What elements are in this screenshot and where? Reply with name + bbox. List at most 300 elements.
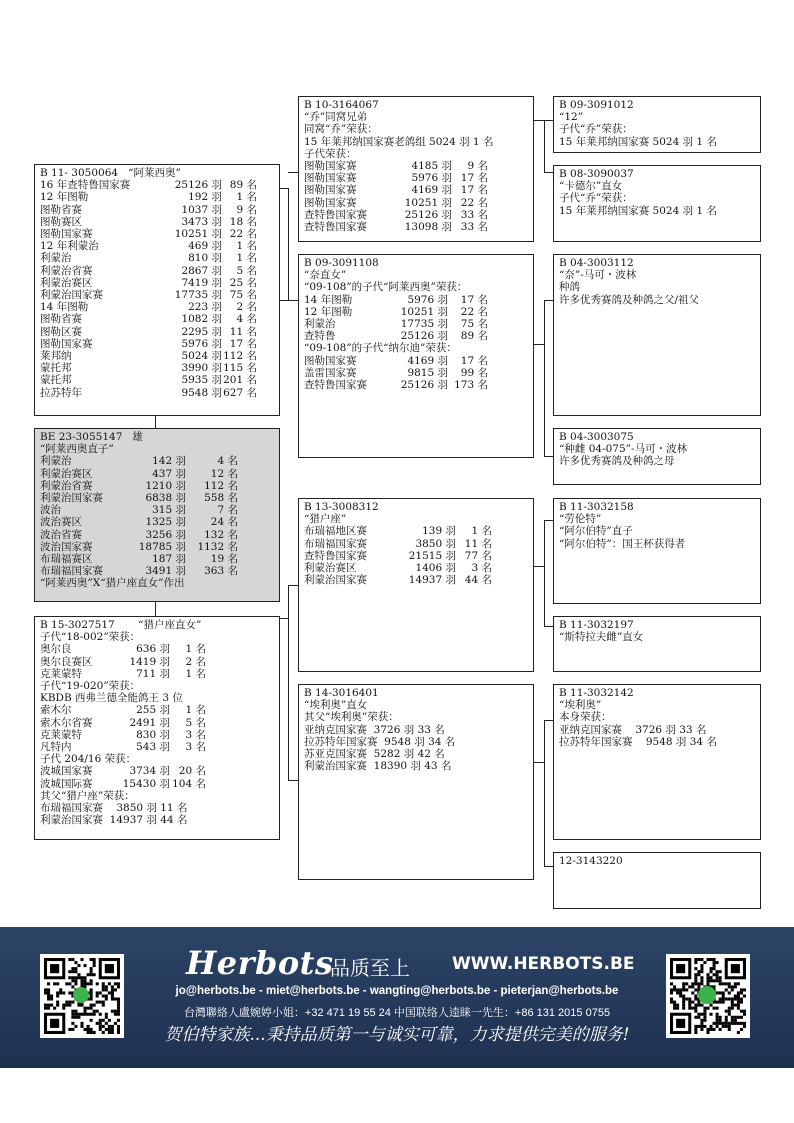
race-name: 克莱蒙特 [40, 728, 82, 741]
g3-id: B 11-3032158 [559, 501, 634, 513]
text-line: “阿尔伯特”：国王杯获得者 [559, 537, 686, 550]
race-name: 波治国家赛 [40, 540, 93, 553]
race-birds: 255 羽 [136, 704, 170, 717]
text-line: 种鸽 [559, 281, 580, 294]
race-birds: 2295 羽 [181, 325, 222, 338]
result-row [40, 704, 274, 716]
race-place: 24 名 [210, 516, 238, 529]
connector [544, 300, 553, 301]
race-place: 112 名 [204, 479, 238, 492]
race-place: 12 名 [210, 467, 238, 480]
race-name: 图勒国家赛 [304, 172, 357, 185]
text-line: 利蒙治国家赛 14937 羽 44 名 [40, 814, 188, 827]
g3-card [553, 165, 761, 242]
race-name: 12 年图勒 [304, 305, 353, 318]
race-name: 莱邦纳 [40, 350, 72, 363]
race-birds: 1082 羽 [181, 313, 222, 326]
dam-sire-results [304, 525, 528, 586]
race-name: 12 年图勒 [40, 191, 89, 204]
text-line: 15 年莱邦纳国家赛老鸽组 5024 羽 1 名 [304, 135, 494, 148]
race-name: 14 年图勒 [40, 301, 89, 314]
text-line: 苏亚克国家赛 5282 羽 42 名 [304, 748, 445, 761]
connector [288, 188, 289, 301]
connector [288, 585, 298, 586]
g3-id: B 08-3090037 [559, 168, 634, 180]
g3-id: 12-3143220 [559, 855, 623, 867]
race-name: 布瑞福国家赛 [40, 565, 103, 578]
race-name: 查特鲁国家赛 [304, 208, 367, 221]
race-birds: 1419 羽 [129, 655, 170, 668]
race-birds: 9815 羽 [407, 366, 448, 379]
result-row [304, 294, 528, 306]
result-row [304, 330, 528, 342]
race-birds: 10251 羽 [174, 228, 222, 241]
race-birds: 192 羽 [188, 191, 222, 204]
dam-dam-id: B 14-3016401 [304, 687, 379, 699]
race-birds: 13098 羽 [404, 221, 452, 234]
result-row [40, 643, 274, 655]
text-line: KBDB 西弗兰德全能鸽王 3 位 [40, 692, 183, 705]
race-birds: 139 羽 [422, 525, 456, 538]
connector [544, 120, 553, 121]
sire-sire-lines [304, 111, 528, 160]
race-birds: 21515 羽 [408, 549, 456, 562]
text-line: 许多优秀赛鸽及种鸽之母 [559, 455, 675, 468]
race-birds: 187 羽 [152, 553, 186, 566]
race-birds: 25126 羽 [400, 330, 448, 343]
text-line: “09-108”的子代“纳尔迪”荣获： [304, 342, 457, 355]
race-place: 3 名 [471, 562, 492, 575]
sire-header [40, 167, 274, 179]
race-birds: 17735 羽 [400, 318, 448, 331]
race-place: 19 名 [210, 553, 238, 566]
slogan: 品质至上 [330, 956, 410, 980]
sire-dam-lines [304, 281, 528, 391]
race-birds: 830 羽 [136, 728, 170, 741]
race-place: 17 名 [460, 172, 488, 185]
brand-row [180, 944, 635, 982]
race-name: 蒙托邦 [40, 362, 72, 375]
race-place: 99 名 [460, 366, 488, 379]
race-name: 利蒙治赛区 [304, 562, 357, 575]
subject-sex: 雄 [132, 431, 143, 443]
race-name: 利蒙治省赛 [40, 264, 93, 277]
race-name: 14 年图勒 [304, 293, 353, 306]
race-birds: 2491 羽 [129, 716, 170, 729]
race-name: 利蒙治 [40, 252, 72, 265]
race-place: 44 名 [464, 574, 492, 587]
text-line: 15 年莱邦纳国家赛 5024 羽 1 名 [559, 204, 717, 217]
race-birds: 5935 羽 [181, 374, 222, 387]
connector [288, 585, 289, 781]
race-birds: 711 羽 [136, 667, 170, 680]
race-place: 104 名 [172, 777, 206, 790]
text-line: 子代“18-002”荣获： [40, 631, 141, 644]
race-name: 奥尔良 [40, 643, 72, 656]
text-line: “埃利奥” [559, 699, 602, 712]
sire-card [34, 164, 280, 416]
race-birds: 17735 羽 [174, 289, 222, 302]
g3-card [553, 96, 761, 153]
g3-lines [559, 269, 755, 306]
race-place: 627 名 [223, 386, 257, 399]
text-line: “埃利奥”直女 [304, 699, 368, 712]
race-name: 图勒区赛 [40, 325, 82, 338]
subject-id: BE 23-3055147 [40, 431, 123, 443]
text-line: 15 年莱邦纳国家赛 5024 羽 1 名 [559, 135, 717, 148]
race-name: 波治 [40, 504, 61, 517]
race-birds: 543 羽 [136, 741, 170, 754]
race-place: 558 名 [204, 492, 238, 505]
connector [544, 520, 545, 626]
text-line: 利蒙治国家赛 18390 羽 43 名 [304, 760, 452, 773]
subject-card [34, 428, 280, 602]
race-place: 22 名 [229, 228, 257, 241]
race-name: 图勒省赛 [40, 313, 82, 326]
race-birds: 3491 羽 [145, 565, 186, 578]
race-place: 75 名 [229, 289, 257, 302]
race-name: 盖雷国家赛 [304, 366, 357, 379]
race-place: 18 名 [229, 215, 257, 228]
race-name: 图勒赛区 [40, 215, 82, 228]
race-birds: 1406 羽 [415, 562, 456, 575]
g3-lines [559, 513, 755, 550]
dam-sire-id: B 13-3008312 [304, 501, 379, 513]
race-birds: 315 羽 [152, 504, 186, 517]
race-birds: 4185 羽 [411, 160, 452, 173]
result-row [40, 765, 274, 777]
race-place: 20 名 [178, 765, 206, 778]
race-birds: 5024 羽 [181, 350, 222, 363]
result-row [40, 778, 274, 790]
race-place: 201 名 [223, 374, 257, 387]
race-name: 图勒国家赛 [304, 184, 357, 197]
sire-results [40, 179, 274, 399]
connector [279, 300, 298, 301]
connector [534, 120, 544, 121]
text-line: 同窝“乔”荣获： [304, 123, 378, 136]
sire-dam-name: “奈直女” [304, 269, 347, 282]
sire-sire-results [304, 160, 528, 233]
result-row [40, 741, 274, 753]
race-place: 363 名 [204, 565, 238, 578]
race-birds: 223 羽 [188, 301, 222, 314]
race-place: 7 名 [217, 504, 238, 517]
race-place: 9 名 [236, 203, 257, 216]
connector [288, 780, 298, 781]
race-place: 11 名 [229, 325, 257, 338]
connector [544, 300, 545, 456]
race-name: 利蒙治省赛 [40, 479, 93, 492]
g3-lines [559, 699, 755, 748]
race-name: 索木尔省赛 [40, 716, 93, 729]
race-name: 利蒙治国家赛 [304, 574, 367, 587]
dam-name: “猎户座直女” [138, 619, 202, 631]
email-addresses[interactable]: jo@herbots.be - miet@herbots.be - wangting@herbots.be - pieterjan@herbots.be [175, 985, 619, 997]
race-place: 1 名 [471, 525, 492, 538]
text-line: 其父“猎户座”荣获： [40, 789, 135, 802]
race-name: 拉苏特年 [40, 386, 82, 399]
race-birds: 3734 羽 [129, 765, 170, 778]
sire-name: “阿莱西奥” [128, 167, 181, 179]
race-name: 蒙托邦 [40, 374, 72, 387]
subject-parents: “阿莱西奥”X“猎户座直女”作出 [40, 577, 185, 590]
race-name: 利蒙治 [40, 455, 72, 468]
race-name: 利蒙治赛区 [40, 276, 93, 289]
race-name: 布瑞福地区赛 [304, 525, 367, 538]
herbots-logo: Herbots [186, 944, 334, 982]
race-birds: 10251 羽 [404, 196, 452, 209]
race-name: 波治赛区 [40, 516, 82, 529]
race-place: 1 名 [236, 240, 257, 253]
g3-id: B 04-3003112 [559, 257, 634, 269]
race-place: 3 名 [185, 741, 206, 754]
race-name: 12 年利蒙治 [40, 240, 99, 253]
g3-lines [559, 180, 755, 217]
race-birds: 5976 羽 [407, 293, 448, 306]
g3-card [553, 616, 761, 672]
race-place: 132 名 [204, 528, 238, 541]
text-line: 本身荣获： [559, 711, 612, 724]
race-place: 17 名 [460, 293, 488, 306]
text-line: “劳伦特” [559, 513, 602, 526]
g3-id: B 04-3003075 [559, 431, 634, 443]
connector [544, 720, 553, 721]
sire-dam-card [298, 254, 534, 458]
connector [544, 626, 553, 627]
text-line: “卡德尔”直女 [559, 180, 623, 193]
race-place: 33 名 [460, 221, 488, 234]
race-name: 图勒国家赛 [304, 196, 357, 209]
race-birds: 1037 羽 [181, 203, 222, 216]
connector [544, 720, 545, 866]
text-line: 子代 204/16 荣获： [40, 753, 137, 766]
result-row [40, 729, 274, 741]
connector [544, 456, 553, 457]
connector [288, 172, 298, 173]
race-name: 查特鲁国家赛 [304, 221, 367, 234]
subject-header [40, 431, 274, 443]
connector [544, 120, 545, 172]
dam-dam-results [304, 724, 528, 773]
text-line: 子代“19-020”荣获： [40, 680, 141, 693]
dam-sire-card [298, 498, 534, 672]
race-name: 查特鲁 [304, 330, 336, 343]
race-birds: 18785 羽 [138, 540, 186, 553]
sire-id: B 11- 3050064 [40, 167, 119, 179]
race-birds: 5976 羽 [411, 172, 452, 185]
race-birds: 437 羽 [152, 467, 186, 480]
race-birds: 636 羽 [136, 643, 170, 656]
g3-lines [559, 111, 755, 148]
text-line: “12” [559, 111, 584, 124]
race-place: 112 名 [223, 350, 257, 363]
race-name: 索木尔 [40, 704, 72, 717]
race-birds: 9548 羽 [181, 386, 222, 399]
dam-lines [40, 631, 274, 826]
race-birds: 25126 羽 [400, 379, 448, 392]
connector [534, 344, 544, 345]
text-line: 子代荣获： [304, 147, 357, 160]
result-row [304, 355, 528, 367]
race-name: 16 年查特鲁国家赛 [40, 179, 131, 192]
race-birds: 3473 羽 [181, 215, 222, 228]
race-birds: 810 羽 [188, 252, 222, 265]
race-birds: 469 羽 [188, 240, 222, 253]
text-line: “种雌 04-075”-马可・波林 [559, 443, 688, 456]
race-place: 11 名 [464, 537, 492, 550]
result-row [304, 306, 528, 318]
text-line: 子代“乔”荣获： [559, 192, 633, 205]
race-birds: 25126 羽 [174, 179, 222, 192]
contact-phones: 台灣聯絡人盧婉婷小姐：+32 471 19 55 24 中国联络人逵睐一先生：+86 131 2015 0755 [183, 1007, 611, 1019]
result-row [40, 668, 274, 680]
race-birds: 3850 羽 [415, 537, 456, 550]
race-name: 利蒙治 [304, 318, 336, 331]
text-line: “09-108”的子代“阿莱西奥”荣获： [304, 281, 468, 294]
g3-card [553, 428, 761, 485]
connector [544, 172, 553, 173]
race-name: 查特鲁国家赛 [304, 379, 367, 392]
dam-dam-lines [304, 699, 528, 723]
race-place: 1 名 [185, 643, 206, 656]
race-birds: 142 羽 [152, 455, 186, 468]
race-name: 利蒙治国家赛 [40, 492, 103, 505]
g3-id: B 09-3091012 [559, 99, 634, 111]
result-row [40, 656, 274, 668]
race-place: 22 名 [460, 196, 488, 209]
race-place: 4 名 [236, 313, 257, 326]
text-line: 布瑞福国家赛 3850 羽 11 名 [40, 802, 188, 815]
race-place: 4 名 [217, 455, 238, 468]
dam-dam-card [298, 684, 534, 880]
race-place: 2 名 [236, 301, 257, 314]
text-line: “阿尔伯特”直子 [559, 525, 633, 538]
race-name: 布瑞福赛区 [40, 553, 93, 566]
website-link[interactable]: WWW.HERBOTS.BE [452, 954, 635, 974]
race-place: 77 名 [464, 549, 492, 562]
race-birds: 1325 羽 [145, 516, 186, 529]
text-line: 许多优秀赛鸽及种鸽之父/祖父 [559, 293, 700, 306]
g3-id: B 11-3032197 [559, 619, 634, 631]
race-place: 25 名 [229, 276, 257, 289]
race-name: 图勒省赛 [40, 203, 82, 216]
result-row [304, 379, 528, 391]
race-place: 17 名 [460, 184, 488, 197]
result-row [304, 367, 528, 379]
race-place: 173 名 [454, 379, 488, 392]
race-birds: 2867 羽 [181, 264, 222, 277]
g3-card [553, 852, 761, 909]
race-place: 9 名 [467, 160, 488, 173]
race-place: 2 名 [185, 655, 206, 668]
race-place: 33 名 [460, 208, 488, 221]
race-place: 1 名 [236, 252, 257, 265]
tagline: 贺伯特家族...秉持品质第一与诚实可靠，力求提供完美的服务! [164, 1025, 630, 1045]
race-name: 波城国家赛 [40, 765, 93, 778]
connector [544, 866, 553, 867]
text-line: 亚纳克国家赛 3726 羽 33 名 [304, 723, 445, 736]
race-place: 22 名 [460, 305, 488, 318]
connector [534, 762, 544, 763]
subject-results [40, 455, 274, 577]
race-name: 波治省赛 [40, 528, 82, 541]
race-name: 波城国际赛 [40, 777, 93, 790]
dam-sire-name: “猎户座” [304, 513, 347, 526]
race-place: 89 名 [460, 330, 488, 343]
connector [544, 520, 553, 521]
connector [534, 566, 544, 567]
race-name: 利蒙治国家赛 [40, 289, 103, 302]
g3-id: B 11-3032142 [559, 687, 634, 699]
race-birds: 25126 羽 [404, 208, 452, 221]
sire-sire-card [298, 96, 534, 242]
race-place: 1 名 [185, 667, 206, 680]
text-line: “奈”-马可・波林 [559, 269, 637, 282]
race-place: 5 名 [185, 716, 206, 729]
subject-name: “阿莱西奥直子” [40, 443, 114, 456]
dam-header [40, 619, 274, 631]
race-name: 克莱蒙特 [40, 667, 82, 680]
race-birds: 15430 羽 [122, 777, 170, 790]
race-birds: 5976 羽 [181, 337, 222, 350]
race-place: 17 名 [229, 337, 257, 350]
connector [279, 188, 288, 189]
g3-card [553, 498, 761, 604]
race-name: 利蒙治赛区 [40, 467, 93, 480]
sire-sire-id: B 10-3164067 [304, 99, 379, 111]
connector [155, 415, 156, 429]
text-line: 拉苏特年国家赛 9548 羽 34 名 [559, 735, 717, 748]
race-birds: 10251 羽 [400, 305, 448, 318]
race-name: 图勒国家赛 [40, 228, 93, 241]
race-name: 图勒国家赛 [304, 160, 357, 173]
race-place: 3 名 [185, 728, 206, 741]
text-line: “乔”同窝兄弟 [304, 111, 368, 124]
connector [155, 602, 156, 616]
text-line: 子代“乔”荣获： [559, 123, 633, 136]
g3-card [553, 254, 761, 416]
result-row [40, 717, 274, 729]
race-place: 1 名 [236, 191, 257, 204]
race-place: 17 名 [460, 354, 488, 367]
dam-id: B 15-3027517 [40, 619, 115, 631]
g3-card [553, 684, 761, 840]
race-place: 5 名 [236, 264, 257, 277]
result-row [304, 318, 528, 330]
sire-dam-id: B 09-3091108 [304, 257, 379, 269]
race-place: 1132 名 [197, 540, 238, 553]
text-line: 亚纳克国家赛 3726 羽 33 名 [559, 723, 707, 736]
race-name: 查特鲁国家赛 [304, 549, 367, 562]
race-birds: 4169 羽 [407, 354, 448, 367]
race-place: 1 名 [185, 704, 206, 717]
race-birds: 7419 羽 [181, 276, 222, 289]
text-line: “斯特拉夫雌”直女 [559, 631, 644, 644]
g3-lines [559, 443, 755, 467]
race-name: 凡特内 [40, 741, 72, 754]
race-name: 奥尔良赛区 [40, 655, 93, 668]
race-birds: 14937 羽 [408, 574, 456, 587]
race-name: 图勒国家赛 [40, 337, 93, 350]
race-birds: 6838 羽 [145, 492, 186, 505]
race-birds: 1210 羽 [145, 479, 186, 492]
text-line: 拉苏特年国家赛 9548 羽 34 名 [304, 735, 456, 748]
race-birds: 3990 羽 [181, 362, 222, 375]
connector [279, 618, 288, 619]
race-birds: 4169 羽 [411, 184, 452, 197]
race-place: 89 名 [229, 179, 257, 192]
